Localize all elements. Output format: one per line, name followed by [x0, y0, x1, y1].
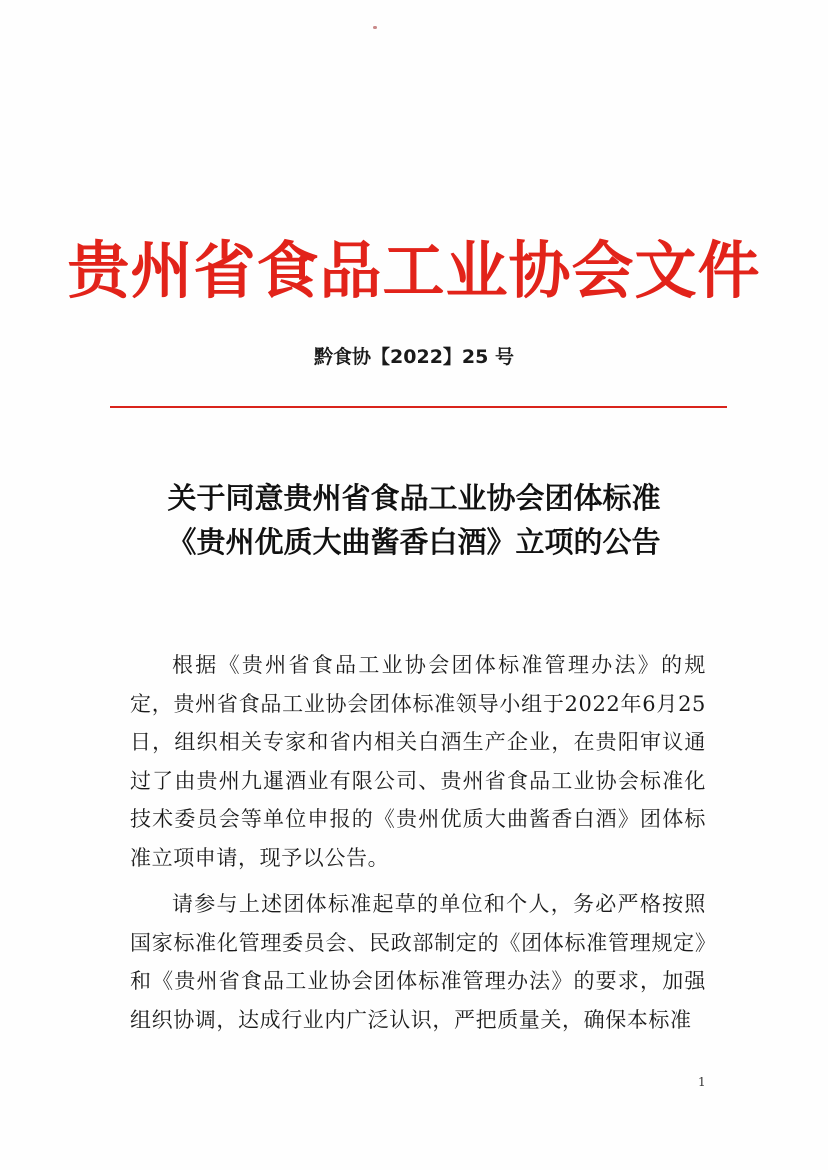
- body-paragraph-2: 请参与上述团体标准起草的单位和个人，务必严格按照国家标准化管理委员会、民政部制定的《团体标准管理规定》和《贵州省食品工业协会团体标准管理办法》的要求，加强组织协调，达成行业内广泛认识，严把质量关，确保本标准: [130, 892, 706, 1032]
- notice-title-line-2: 《贵州优质大曲酱香白酒》立项的公告: [167, 525, 661, 559]
- notice-body: [130, 646, 706, 1039]
- notice-title: [0, 476, 828, 564]
- scan-speck: [373, 26, 377, 29]
- notice-title-line-1: 关于同意贵州省食品工业协会团体标准: [167, 481, 661, 515]
- document-number: 黔食协【2022】25 号: [314, 346, 514, 368]
- page-number: 1: [698, 1075, 706, 1089]
- red-divider-line: [110, 406, 727, 408]
- body-paragraph-1: 根据《贵州省食品工业协会团体标准管理办法》的规定，贵州省食品工业协会团体标准领导小组于2022年6月25日，组织相关专家和省内相关白酒生产企业，在贵阳审议通过了由贵州九暹酒业有限公司、贵州省食品工业协会标准化技术委员会等单位申报的《贵州优质大曲酱香白酒》团体标准立项申请，现予以公告。: [130, 653, 706, 870]
- document-header-title: 贵州省食品工业协会文件: [67, 234, 761, 307]
